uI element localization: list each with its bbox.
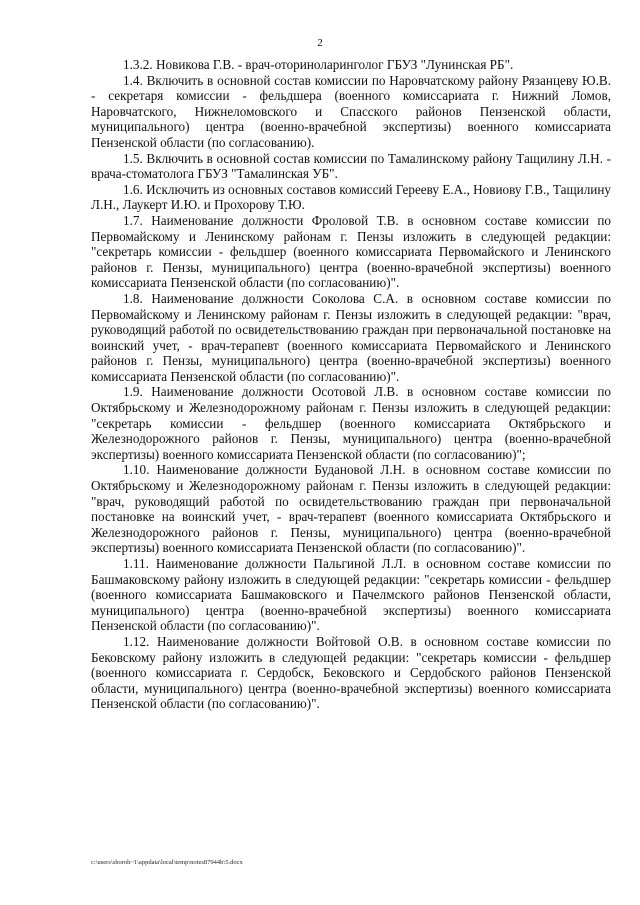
paragraph-1-6: 1.6. Исключить из основных составов комиссий Гереeву Е.А., Новиову Г.В., Тащилину Л.Н., Лаукерт И.Ю. и Прохорову Т.Ю.: [91, 181, 611, 213]
paragraph-1-7: 1.7. Наименование должности Фроловой Т.В. в основном составе комиссии по Первомайскому и Ленинскому районам г. Пензы изложить в следующей редакции: "секретарь комиссии - фельдшер (военного комиссариата Первомайского и Ленинского районов г. Пензы, муниципального) центра (военно-врачебной экспертизы) военного комиссариата Пензенской области (по согласованию)".: [91, 212, 611, 291]
paragraph-1-5: 1.5. Включить в основной состав комиссии по Тамалинскому району Тащилину Л.Н. - врача-стоматолога ГБУЗ "Тамалинская УБ".: [91, 150, 611, 182]
document-body: [91, 57, 611, 712]
file-path-footer: c:\users\shoroh~1\appdata\local\temp\notes87944b\5.docx: [91, 859, 243, 866]
paragraph-1-11: 1.11. Наименование должности Пальгиной Л.Л. в основном составе комиссии по Башмаковскому району изложить в следующей редакции: "секретарь комиссии - фельдшер (военного комиссариата Башмаковского и Пачелмского районов Пензенской области, муниципального) центра (военно-врачебной экспертизы) военного комиссариата Пензенской области (по согласованию)".: [91, 556, 611, 634]
paragraph-1-12: 1.12. Наименование должности Войтовой О.В. в основном составе комиссии по Бековскому району изложить в следующей редакции: "секретарь комиссии - фельдшер (военного комиссариата г. Сердобск, Бековского и Сердобского районов Пензенской области, муниципального) центра (военно-врачебной экспертизы) военного комиссариата Пензенской области (по согласованию)".: [91, 633, 611, 712]
paragraph-1-8: 1.8. Наименование должности Соколова С.А. в основном составе комиссии по Первомайскому и Ленинскому районам г. Пензы изложить в следующей редакции: "врач, руководящий работой по освидетельствованию граждан при первоначальной постановке на воинский учет, - врач-терапевт (военного комиссариата Первомайского и Ленинского районов г. Пензы, муниципального) центра (военно-врачебной экспертизы) военного комиссариата Пензенской области (по согласованию)".: [91, 290, 611, 384]
page-number: 2: [317, 37, 323, 49]
paragraph-1-4: 1.4. Включить в основной состав комиссии по Наровчатскому району Рязанцеву Ю.В. - секретаря комиссии - фельдшера (военного комиссариата г. Нижний Ломов, Наровчатского, Нижнеломовского и Спасского районов Пензенской области, муниципального) центра (военно-врачебной экспертизы) военного комиссариата Пензенской области (по согласованию).: [91, 72, 611, 150]
paragraph-1-9: 1.9. Наименование должности Осотовой Л.В. в основном составе комиссии по Октябрьскому и Железнодорожному районам г. Пензы изложить в следующей редакции: "секретарь комиссии - фельдшер (военного комиссариата Октябрьского и Железнодорожного районов г. Пензы, муниципального) центра (военно-врачебной экспертизы) военного комиссариата Пензенской области (по согласованию)";: [91, 384, 611, 462]
paragraph-1-3-2: 1.3.2. Новикова Г.В. - врач-оториноларинголог ГБУЗ "Лунинская РБ".: [123, 57, 514, 72]
paragraph-1-10: 1.10. Наименование должности Будановой Л.Н. в основном составе комиссии по Октябрьскому и Железнодорожному районам г. Пензы изложить в следующей редакции: "врач, руководящий работой по освидетельствованию граждан при первоначальной постановке на воинский учет, - врач-терапевт (военного комиссариата Октябрьского и Железнодорожного районов г. Пензы, муниципального) центра (военно-врачебной экспертизы) военного комиссариата Пензенской области (по согласованию)".: [91, 462, 611, 556]
